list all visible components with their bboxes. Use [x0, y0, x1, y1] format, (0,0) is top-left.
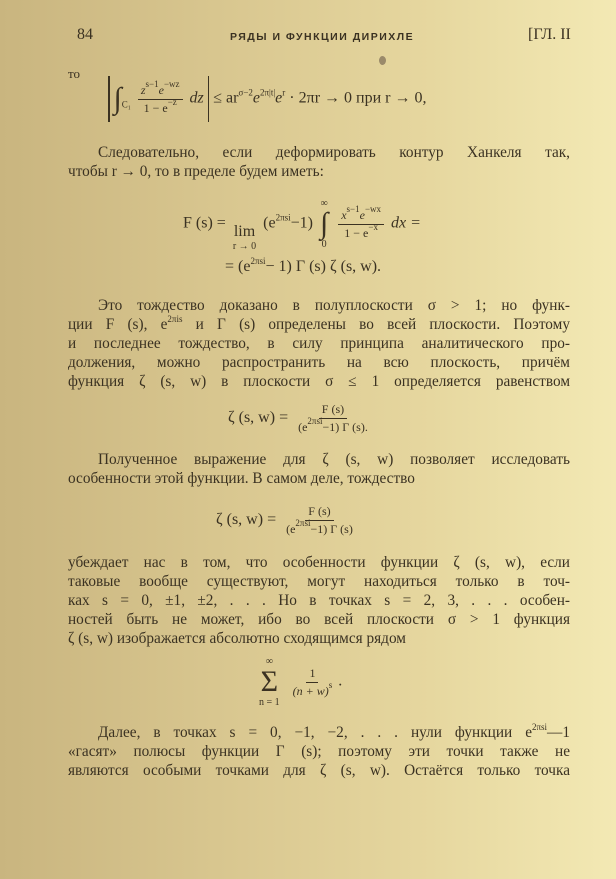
paragraph-5-line: «гасят» полюсы функции Γ (s); поэтому эти точки также не	[68, 743, 570, 760]
text-to: то	[68, 66, 81, 81]
formula-zeta-2: ζ (s, w) = $\frac{F (s)}{(e^{2\pi si}-1) \Gamma (s)}$	[216, 504, 353, 536]
paragraph-3-line: особенности этой функции. В самом деле, тождество	[68, 470, 415, 487]
formula-zeta-1: ζ (s, w) = $\frac{F (s)}{(e^{2\pi si}-1) \Gamma (s).}$	[228, 402, 368, 434]
paragraph-2-line: должения, можно распространить на всю плоскость, причём	[68, 354, 570, 371]
paragraph-4-line: ках s = 0, ±1, ±2, . . . Но в точках s = 2, 3, . . . особен-	[68, 592, 570, 609]
paragraph-4-line: убеждает нас в том, что особенности функции ζ (s, w), если	[68, 554, 570, 571]
paragraph-4-line: таковые вообще существуют, могут находиться только в точ-	[68, 573, 570, 590]
paragraph-1-line: чтобы r → 0, то в пределе будем иметь:	[68, 163, 324, 180]
paragraph-3-line: Полученное выражение для ζ (s, w) позволяет исследовать	[98, 451, 570, 468]
contour-label: C₁	[121, 99, 131, 110]
paragraph-5-line: являются особыми точками для ζ (s, w). Остаётся только точка	[68, 762, 570, 779]
running-title: РЯДЫ И ФУНКЦИИ ДИРИХЛЕ	[230, 31, 415, 43]
formula-contour-estimate: $\int_{C_1}$ $\frac{z^{s-1}e^{-wz}}{1 - e^{-z}}$ dz ≤ $ar^{\sigma-2}e^{2\pi|t|}e^r \cdot 2\pi r \to 0$ при r → 0,	[108, 76, 426, 122]
chapter-label: [ГЛ. II	[528, 26, 571, 43]
paragraph-5-line: Далее, в точках s = 0, −1, −2, . . . нули функции $e^{2\pi si}—1$	[98, 722, 570, 741]
formula-series: ∞ Σ n = 1 $\frac{1}{(n + w)^s}$ .	[259, 656, 343, 708]
paragraph-2-line: и последнее тождество, в силу принципа аналитического про-	[68, 335, 570, 352]
paragraph-2-line: ции F (s), $e^{2\pi is}$ и Γ (s) определены во всей плоскости. Поэтому	[68, 314, 570, 333]
paragraph-1-line: Следовательно, если деформировать контур Ханкеля так,	[98, 144, 570, 161]
formula-F-result: = $(e^{2\pi si}- 1)$ Γ (s) ζ (s, w).	[225, 256, 382, 275]
page-number: 84	[77, 26, 93, 43]
paragraph-2-line: функция ζ (s, w) в плоскости σ ≤ 1 определяется равенством	[68, 373, 570, 390]
paragraph-4-line: ностей быть не может, ибо во всей плоскости σ > 1 функция	[68, 611, 570, 628]
paragraph-4-line: ζ (s, w) изображается абсолютно сходящимся рядом	[68, 630, 406, 647]
formula-F-limit: F (s) = lim r → 0 $(e^{2\pi si}-1)$ ∞ ∫ 0 $\frac{x^{s-1}e^{-wx}}{1 - e^{-x}}$ dx =	[183, 198, 421, 252]
paragraph-2-line: Это тождество доказано в полуплоскости σ > 1; но функ-	[98, 297, 570, 314]
